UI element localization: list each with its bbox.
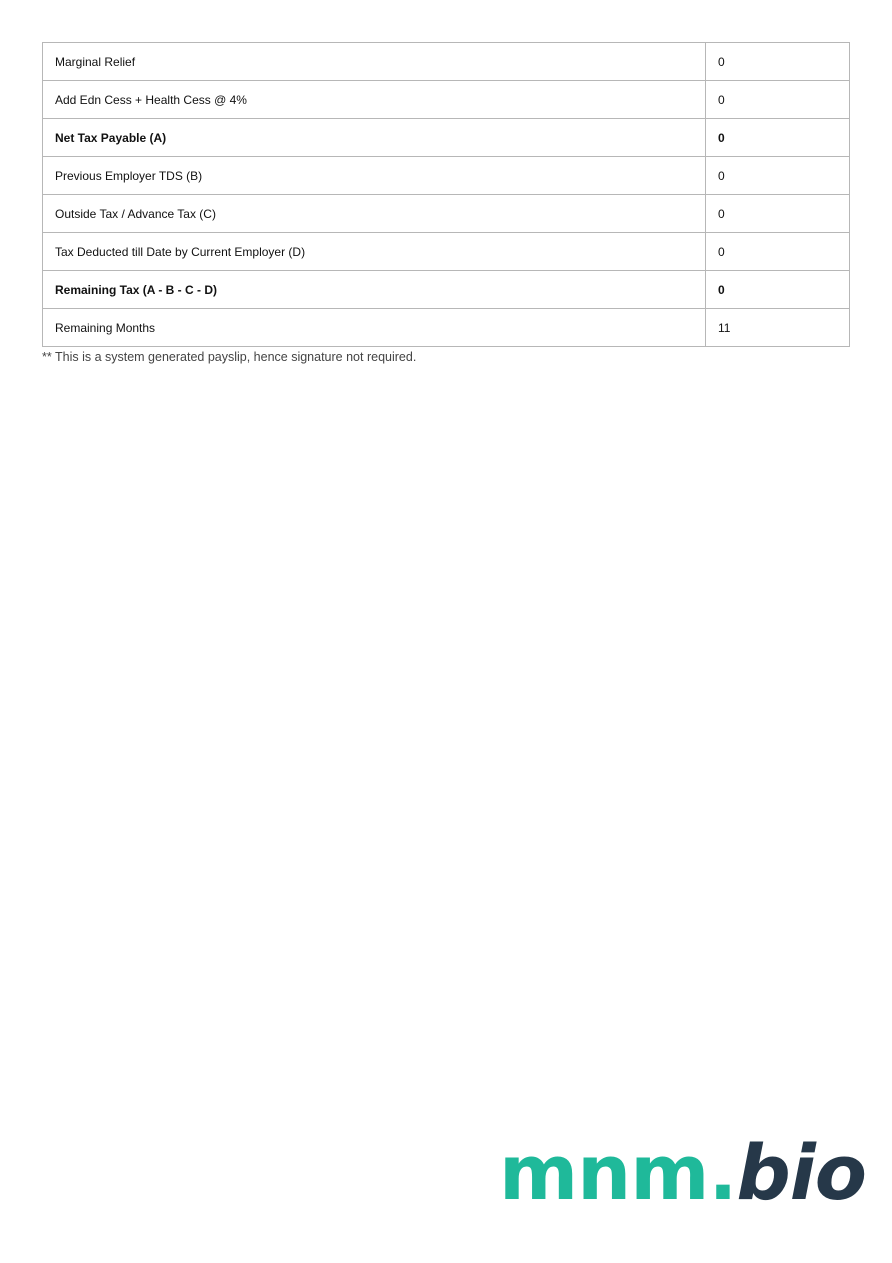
table-row [43,271,850,309]
mnm-bio-logo [498,1128,866,1217]
table-row [43,81,850,119]
row-label: Marginal Relief [43,43,706,81]
row-label: Add Edn Cess + Health Cess @ 4% [43,81,706,119]
signature-footnote: ** This is a system generated payslip, hence signature not required. [42,350,417,364]
table-row [43,157,850,195]
row-label: Remaining Tax (A - B - C - D) [43,271,706,309]
row-label: Outside Tax / Advance Tax (C) [43,195,706,233]
row-value: 0 [706,119,850,157]
table-row [43,233,850,271]
tax-summary-table [42,42,850,347]
table-row [43,43,850,81]
row-label: Net Tax Payable (A) [43,119,706,157]
row-value: 0 [706,81,850,119]
row-label: Tax Deducted till Date by Current Employer (D) [43,233,706,271]
table-row [43,195,850,233]
row-value: 0 [706,195,850,233]
logo-text-mnm: mnm. [498,1128,737,1217]
table-row [43,309,850,347]
table-row [43,119,850,157]
row-label: Previous Employer TDS (B) [43,157,706,195]
row-value: 11 [706,309,850,347]
row-value: 0 [706,271,850,309]
row-value: 0 [706,157,850,195]
logo-text-bio: bio [736,1128,866,1217]
row-value: 0 [706,43,850,81]
row-value: 0 [706,233,850,271]
row-label: Remaining Months [43,309,706,347]
